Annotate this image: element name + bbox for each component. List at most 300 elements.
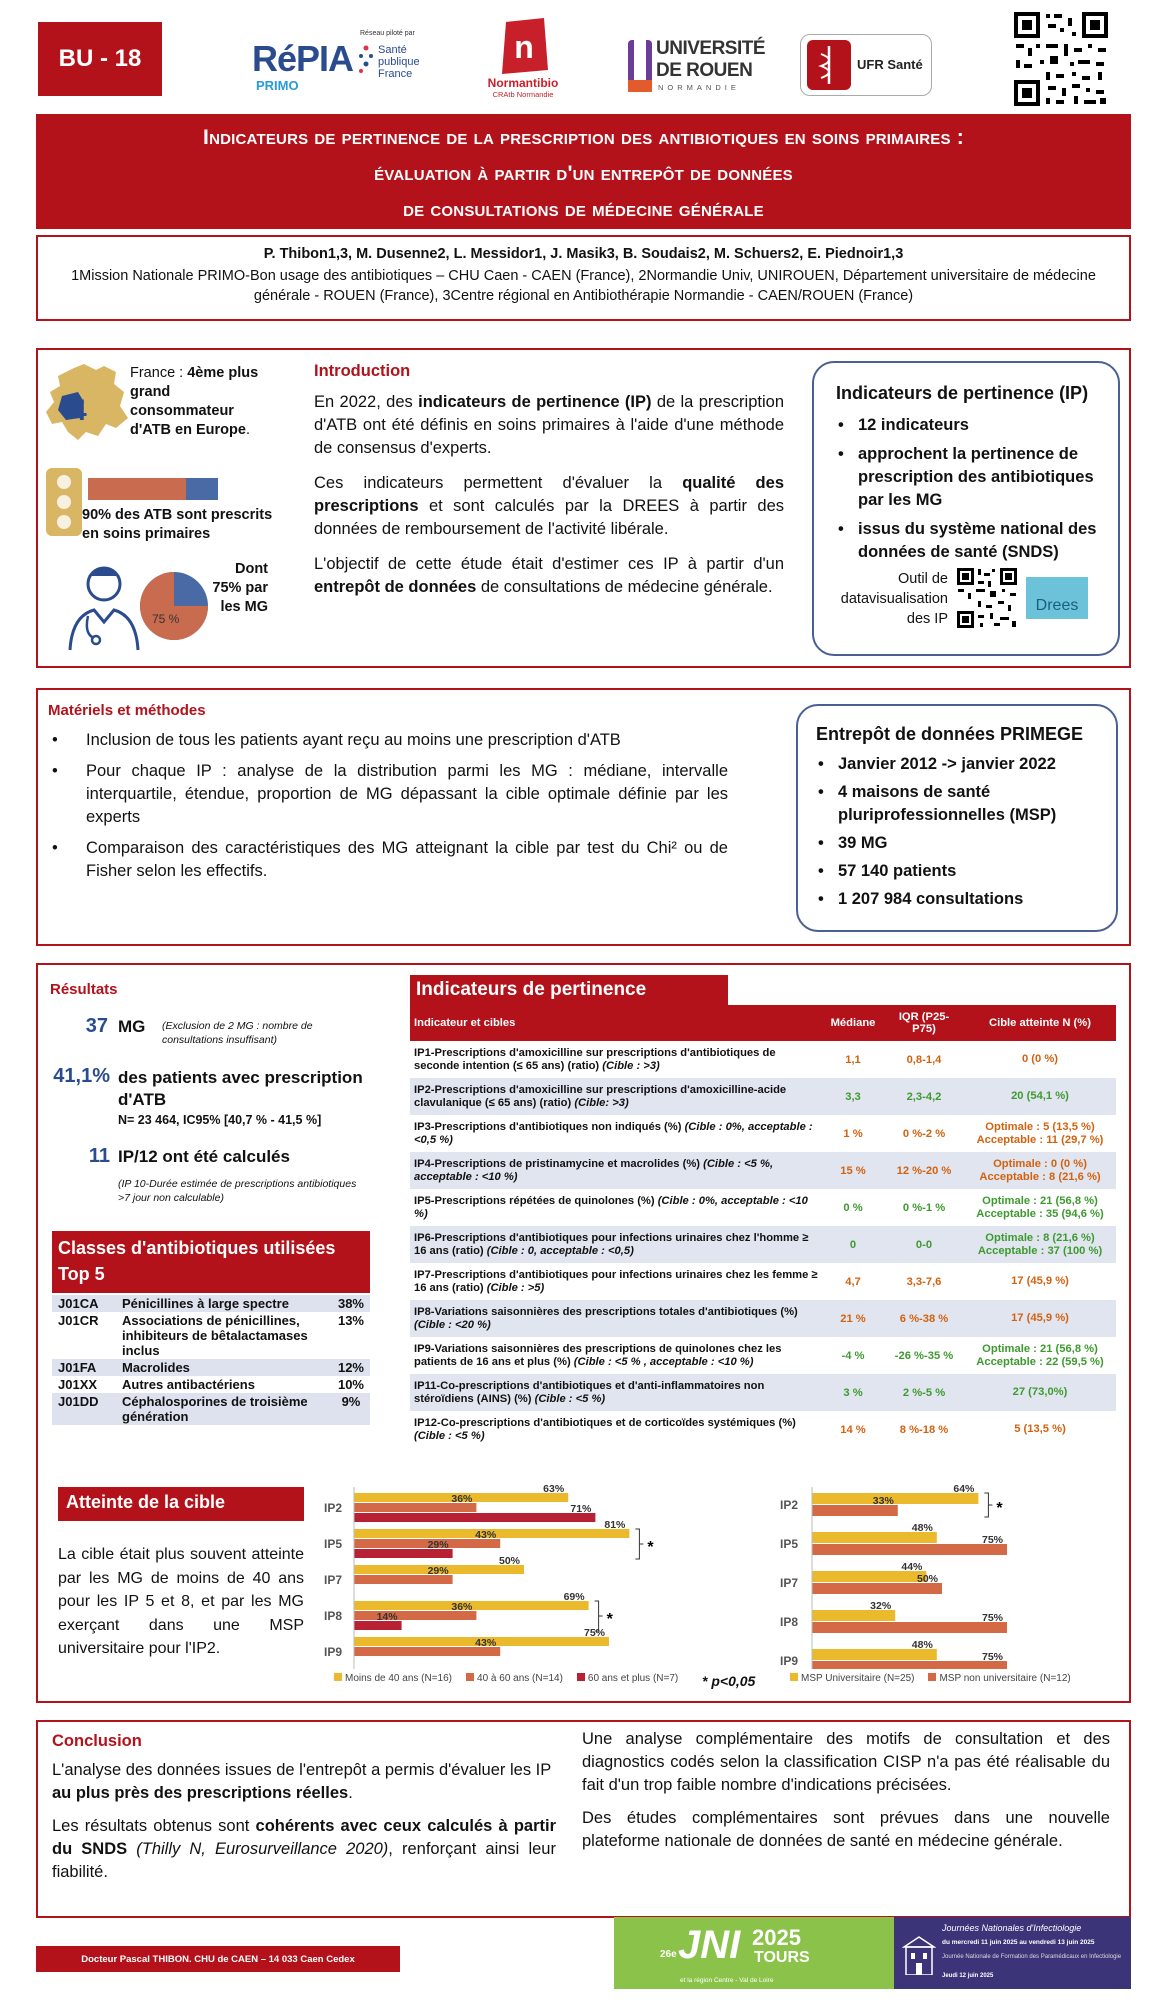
ip-target-line1: 5 (13,5 %) [1014,1423,1066,1435]
chart-data-label: 75% [981,1651,1003,1663]
ip-cell-target [964,1300,1116,1337]
jni-left-panel [614,1917,894,1989]
repia-sub-text: PRIMO [256,78,299,93]
chart-category-label: IP2 [780,1498,799,1512]
atb-cell-pct: 12% [332,1359,370,1376]
jni-title: Journées Nationales d'Infectiologie [942,1923,1082,1933]
chart-data-label: 48% [911,1639,933,1651]
ip-cell-median: 0 % [822,1189,884,1226]
chart-data-label: 29% [427,1565,449,1577]
stat1-note: (Exclusion de 2 MG : nombre de consultations insuffisant) [162,1020,313,1046]
chart-data-label: 36% [451,1601,473,1613]
chart-data-label: 75% [981,1612,1003,1624]
title-line-1: Indicateurs de pertinence de la prescription des antibiotiques en soins primaires : [203,126,964,149]
atb-row [52,1295,370,1312]
atb-cell-code: J01XX [52,1376,116,1393]
concl-p2-e: , renforçant ainsi leur fiabilité. [52,1840,556,1881]
normantibio-text: Normantibio [487,76,559,90]
ip-target-line1: Optimale : 21 (56,8 %) [982,1194,1098,1207]
legend-swatch [928,1673,936,1681]
intro-p2-a: Ces indicateurs permettent d'évaluer la [314,474,683,492]
chart-data-label: 75% [981,1534,1003,1546]
ip-bullet-2: • approchent la pertinence de prescription des antibiotiques par les MG [836,443,1104,512]
intro-p3-c: de consultations de médecine générale. [476,578,773,596]
stat3-number: 11 [88,1145,110,1167]
atb-cell-name: Macrolides [116,1359,332,1376]
ip-label: IP12-Co-prescriptions d'antibiotiques et de corticoïdes systémiques (%) [414,1416,796,1429]
atb-cell-code: J01CA [52,1295,116,1312]
intro-title: Introduction [314,362,411,380]
methods-bullet-2: • Pour chaque IP : analyse de la distribution parmi les MG : médiane, intervalle interquartile, étendue, proportion de MG dépassant la cible optimale définie par les experts [48,760,728,829]
methods-bullet-3: • Comparaison des caractéristiques des MG atteignant la cible par test du Chi² ou de Fisher selon les effectifs. [48,837,728,883]
atb-row [52,1393,370,1425]
repia-pilot-text: Réseau piloté par [360,30,415,37]
ip-cible: (Cible : <5 %) [534,1392,606,1405]
chart-category-label: IP7 [780,1576,799,1590]
atb-share-bar-fill [88,478,186,500]
qr-code-datavis-icon[interactable] [956,567,1018,629]
mg-share-pie-chart [138,570,210,642]
conclusion-paragraph-3: Une analyse complémentaire des motifs de consultation et des diagnostics codés selon la classification CISP n'a pas été réalisable du fait d'un trop faible nombre d'indications précisées. [582,1730,1110,1794]
stat2-label: des patients avec prescription d'ATB [118,1068,363,1109]
ip-label: IP5-Prescriptions répétées de quinolones (%) [414,1194,658,1207]
chart-data-label: 43% [475,1529,497,1541]
ip-cell-median: 21 % [822,1300,884,1337]
jni-dates: du mercredi 11 juin 2025 au vendredi 13 juin 2025 [942,1939,1095,1946]
repia-logo-text: RéPIA [252,38,354,79]
intro-p1-a: En 2022, des [314,393,419,411]
ip-cell-median: 3,3 [822,1078,884,1115]
atb-cell-code: J01FA [52,1359,116,1376]
ip-bullet-3: • issus du système national des données de santé (SNDS) [836,518,1104,564]
atteinte-text: La cible était plus souvent atteinte par les MG de moins de 40 ans pour les IP 5 et 8, et par les MG exerçant dans une MSP universitaire pour l'IP2. [58,1546,304,1657]
chart-data-label: 14% [376,1611,398,1623]
conclusion-paragraph-2 [52,1815,556,1884]
conclusion-paragraph-4: Des études complémentaires sont prévues dans une nouvelle plateforme nationale de données de santé en médecine générale. [582,1809,1110,1850]
ip-label: IP1-Prescriptions d'amoxicilline sur prescriptions d'antibiotiques de seconde intention (≤ 65 ans) (ratio) [414,1046,776,1072]
ip-target-line2: Acceptable : 11 (29,7 %) [976,1133,1104,1146]
ip-cell-target [964,1189,1116,1226]
poster-id-badge: BU - 18 [38,22,162,96]
svg-text:n: n [514,29,534,65]
chart-data-label: 36% [451,1493,473,1505]
ip-cible: (Cible : >5) [486,1281,545,1294]
atb-row [52,1376,370,1393]
atb-cell-name: Pénicillines à large spectre [116,1295,332,1312]
chart-data-label: 71% [570,1503,592,1515]
ip-cell-iqr: 0 %-1 % [884,1189,964,1226]
ip-target-line2: Acceptable : 22 (59,5 %) [976,1355,1104,1368]
legend-swatch [334,1673,342,1681]
authors-box [36,235,1131,321]
ip-cible: (Cible : <5 %) [414,1429,485,1442]
chart-data-label: 64% [953,1483,975,1495]
legend-swatch [466,1673,474,1681]
contact-footer: Docteur Pascal THIBON. CHU de CAEN – 14 033 Caen Cedex [36,1946,400,1972]
qr-code-header-icon[interactable] [1012,10,1110,108]
map-rank-number: 4 [70,394,87,427]
ip-cell-median: 1,1 [822,1041,884,1078]
normantibio-logo [478,18,568,100]
pie-label: 75 % [152,612,180,626]
jni-edition: 26e [660,1949,677,1960]
ip-cell-indicator [410,1152,822,1189]
conclusion-left [52,1732,556,1884]
atteinte-title: Atteinte de la cible [58,1487,304,1521]
ip-cell-iqr: 3,3-7,6 [884,1263,964,1300]
ip-bullet-1: • 12 indicateurs [836,414,1104,437]
ip-definition-box [812,361,1120,656]
ip-cible: (Cible : <5 %, acceptable : <10 %) [414,1157,774,1183]
primege-box [796,704,1118,932]
stat-90-text: 90% des ATB sont prescrits en soins primaires [82,507,273,542]
ip-target-line2: Acceptable : 35 (94,6 %) [976,1207,1104,1220]
chart-data-label: 48% [911,1522,933,1534]
ip-cell-median: 14 % [822,1411,884,1448]
title-line-2: évaluation à partir d'un entrepôt de données [374,162,793,185]
ip-cell-indicator [410,1300,822,1337]
ip-cible: (Cible : <20 %) [414,1318,491,1331]
universite-line1: UNIVERSITÉ [656,38,766,59]
title-line-3: de consultations de médecine générale [403,198,764,221]
ip-cell-iqr: 2 %-5 % [884,1374,964,1411]
ip-cell-median: -4 % [822,1337,884,1374]
universite-mark-icon [628,40,652,92]
europe-map-icon [44,362,130,442]
chart-category-label: IP7 [324,1573,343,1587]
concl-p2-c [127,1840,136,1858]
ip-cell-indicator [410,1374,822,1411]
ip-target-line1: 20 (54,1 %) [1011,1090,1069,1102]
ip-box-title: Indicateurs de pertinence (IP) [836,383,1089,403]
ip-cell-indicator [410,1226,822,1263]
universite-rouen-logo [628,36,778,96]
legend-label: Moins de 40 ans (N=16) [345,1673,453,1684]
jni-sub: Journée Nationale de Formation des Paramédicaux en Infectiologie [942,1954,1122,1960]
atb-cell-pct: 38% [332,1295,370,1312]
significance-bracket [635,1529,643,1559]
significance-star: * [647,1539,654,1556]
jni-region: et la région Centre - Val de Loire [680,1977,774,1984]
ip-cell-indicator [410,1189,822,1226]
ip-target-line1: 27 (73,0%) [1012,1386,1068,1398]
ip-cell-iqr: 0,8-1,4 [884,1041,964,1078]
chart-category-label: IP9 [780,1654,799,1668]
chart-data-label: 44% [901,1561,923,1573]
chart-data-label: 50% [916,1573,938,1585]
intro-p1-c: de la prescription d'ATB ont été définis en soins primaires à l'aide d'une méthode de consensus d'experts. [314,393,784,457]
ip-label: IP8-Variations saisonnières des prescriptions totales d'antibiotiques (%) [414,1305,798,1318]
ip-cell-iqr: 0 %-2 % [884,1115,964,1152]
primege-bullet-1: • Janvier 2012 -> janvier 2022 [816,753,1102,776]
conclusion-title: Conclusion [52,1732,142,1750]
concl-p1-b: au plus près des prescriptions réelles [52,1784,349,1802]
chart-data-label: 81% [604,1519,626,1531]
methods-title: Matériels et méthodes [48,702,206,719]
ip-cible: (Cible: >3) [574,1096,629,1109]
stat1-label: MG [118,1017,146,1036]
ip-cell-target [964,1411,1116,1448]
doctor-icon [64,560,144,652]
intro-paragraph-2 [314,472,784,541]
results-section [36,963,1131,1703]
sante-publique-icon [358,44,374,74]
primege-bullet-5: • 1 207 984 consultations [816,888,1102,911]
legend-item [928,1673,1070,1684]
ip-table-row [410,1300,1116,1337]
ip-cible: (Cible : 0%, acceptable : <0,5 %) [414,1120,813,1146]
chart-data-label: 69% [563,1591,585,1603]
conclusion-section [36,1720,1131,1918]
ip-cell-target [964,1374,1116,1411]
significance-star: * [996,1500,1003,1517]
ip-table-row [410,1374,1116,1411]
ip-label: IP11-Co-prescriptions d'antibiotiques et d'anti-inflammatoires non stéroïdiens (AINS) (%) [414,1379,765,1405]
ip-header-median: Médiane [822,1005,884,1041]
ip-target-line1: 17 (45,9 %) [1011,1312,1069,1324]
caduceus-icon [807,40,851,90]
ip-cell-indicator [410,1115,822,1152]
ip-cell-target [964,1263,1116,1300]
ip-cell-iqr: 0-0 [884,1226,964,1263]
ip-target-line2: Acceptable : 8 (21,6 %) [979,1170,1101,1183]
atb-row [52,1312,370,1359]
ip-cell-target [964,1226,1116,1263]
intro-p2-c: et sont calculés par la DREES à partir des données de remboursement de l'activité libérale. [314,497,784,538]
france-post: . [245,422,250,438]
ip-target-line1: Optimale : 21 (56,8 %) [982,1342,1098,1355]
chart-category-label: IP8 [324,1609,343,1623]
ip-table-title: Indicateurs de pertinence [410,975,728,1005]
intro-p3-b: entrepôt de données [314,578,477,596]
atb-row [52,1359,370,1376]
legend-label: MSP non universitaire (N=12) [939,1673,1071,1684]
ip-target-line1: Optimale : 0 (0 %) [993,1157,1087,1170]
repia-logo [252,28,432,96]
intro-paragraph-3 [314,553,784,599]
ip-label: IP4-Prescriptions de pristinamycine et macrolides (%) [414,1157,704,1170]
france-rank-text [130,364,262,440]
chart-data-label: 43% [475,1637,497,1649]
ip-table-wrap [410,1005,1116,1448]
ip-target-line1: Optimale : 8 (21,6 %) [985,1231,1095,1244]
ip-cible: (Cible : <5 % , acceptable : <10 %) [573,1355,754,1368]
universite-line3: NORMANDIE [658,83,740,92]
atb-cell-code: J01DD [52,1393,116,1425]
chart-bar [812,1622,1007,1633]
chart-data-label: 32% [870,1600,892,1612]
primege-bullet-3: • 39 MG [816,832,1102,855]
atb-cell-pct: 13% [332,1312,370,1359]
ip-cible: (Cible : 0, acceptable : <0,5) [486,1244,634,1257]
legend-msp-type [790,1673,1120,1684]
tours-building-icon [902,1935,936,1975]
legend-label: MSP Universitaire (N=25) [801,1673,915,1684]
chart-data-label: 50% [498,1555,520,1567]
ip-cell-indicator [410,1411,822,1448]
chart-msp-type [774,1479,1124,1669]
france-rank: 4ème plus grand consommateur d'ATB en Europe [130,365,259,438]
ip-cell-target [964,1337,1116,1374]
ip-table-header-row [410,1005,1116,1041]
ip-table-row [410,1411,1116,1448]
ip-label: IP7-Prescriptions d'antibiotiques pour infections urinaires chez les femme ≥ 16 ans (ratio) [414,1268,818,1294]
ip-table-row [410,1041,1116,1078]
legend-label: 40 à 60 ans (N=14) [477,1673,563,1684]
chart-bar [812,1661,1007,1669]
ip-cell-target [964,1041,1116,1078]
legend-item [577,1673,678,1684]
universite-line2: DE ROUEN [656,60,753,81]
ip-cell-indicator [410,1263,822,1300]
atb-cell-code: J01CR [52,1312,116,1359]
ip-target-line1: 0 (0 %) [1021,1053,1059,1065]
atb-classes-title: Classes d'antibiotiques utilisées Top 5 [52,1231,370,1293]
primege-title: Entrepôt de données PRIMEGE [816,724,1084,744]
legend-swatch [790,1673,798,1681]
atb-cell-name: Céphalosporines de troisième génération [116,1393,332,1425]
ufr-sante-text: UFR Santé [857,57,923,72]
atb-classes-table [52,1295,370,1425]
jni-logo-text: JNI [678,1923,741,1967]
concl-p2-b: cohérents avec ceux calculés à partir du SNDS [52,1817,557,1858]
chart-category-label: IP9 [324,1645,343,1659]
ip-cell-iqr: 12 %-20 % [884,1152,964,1189]
ip-cell-iqr: 2,3-4,2 [884,1078,964,1115]
ip-cell-median: 4,7 [822,1263,884,1300]
chart-age-groups [318,1479,728,1669]
pills-icon [46,468,82,536]
primege-bullet-4: • 57 140 patients [816,860,1102,883]
ip-cell-median: 15 % [822,1152,884,1189]
ip-table-row [410,1263,1116,1300]
ip-cell-target [964,1078,1116,1115]
atb-cell-pct: 10% [332,1376,370,1393]
chart-category-label: IP2 [324,1501,343,1515]
ip-cell-iqr: 8 %-18 % [884,1411,964,1448]
ip-label: IP6-Prescriptions d'antibiotiques pour infections urinaires chez l'homme ≥ 16 ans (ratio) [414,1231,809,1257]
stat2-number: 41,1% [53,1065,110,1087]
intro-paragraph-1 [314,391,784,460]
ip-cell-target [964,1115,1116,1152]
intro-p1-b: indicateurs de pertinence (IP) [418,393,652,411]
stat3-label: IP/12 ont été calculés [118,1147,290,1166]
conclusion-paragraph-1 [52,1759,556,1805]
intro-p2-b: qualité des prescriptions [314,474,784,515]
normantibio-sub-text: CRAtb Normandie [492,90,554,99]
ip-cible: (Cible : 0%, acceptable : <10 %) [414,1194,808,1220]
ip-cell-median: 3 % [822,1374,884,1411]
mg-share-pie [138,570,210,642]
jni-right-panel [894,1917,1131,1989]
atb-cell-name: Associations de pénicillines, inhibiteurs de bêtalactamases inclus [116,1312,332,1359]
drees-text: Drees [1035,597,1079,614]
stat3-note: (IP 10-Durée estimée de prescriptions antibiotiques >7 jour non calculable) [118,1178,357,1204]
ip-table-row [410,1189,1116,1226]
ip-cible: (Cible : >3) [602,1059,660,1072]
ip-cell-indicator [410,1078,822,1115]
pvalue-note: * p<0,05 [702,1673,756,1689]
conclusion-right [582,1728,1110,1853]
results-title: Résultats [50,981,118,998]
ip-header-iqr: IQR (P25-P75) [884,1005,964,1041]
legend-item [790,1673,914,1684]
significance-star: * [606,1611,613,1628]
ip-table-row [410,1337,1116,1374]
concl-p2-a: Les résultats obtenus sont [52,1817,256,1835]
france-label: France : [130,365,188,381]
chart-category-label: IP8 [780,1615,799,1629]
ip-target-line1: Optimale : 5 (13,5 %) [985,1120,1095,1133]
legend-label: 60 ans et plus (N=7) [587,1673,679,1684]
chart-data-label: 33% [872,1495,894,1507]
authors-list: P. Thibon1,3, M. Dusenne2, L. Messidor1, J. Masik3, B. Soudais2, M. Schuers2, E. Piednoir1,3 [263,246,904,262]
methods-block [48,702,728,891]
ip-cell-iqr: 6 %-38 % [884,1300,964,1337]
ip-label: IP3-Prescriptions d'antibiotiques non indiqués (%) [414,1120,685,1133]
methods-bullet-1: • Inclusion de tous les patients ayant reçu au moins une prescription d'ATB [48,729,728,752]
jni-city: TOURS [754,1949,810,1966]
ip-cell-median: 0 [822,1226,884,1263]
ip-cell-median: 1 % [822,1115,884,1152]
poster-title [36,114,1131,229]
concl-p1-c: . [348,1784,353,1802]
normantibio-mark-icon [498,18,550,74]
legend-item [334,1673,452,1684]
sante-publique-text: Santé publique France [378,44,420,80]
ip-header-indicator: Indicateur et cibles [410,1005,822,1041]
stat1-number: 37 [85,1015,108,1037]
affiliations: 1Mission Nationale PRIMO-Bon usage des antibiotiques – CHU Caen - CAEN (France), 2Normandie Univ, UNIROUEN, Département universitaire de médecine générale - ROUEN (France), 3Centre régional en Antibiothérapie Normandie - CAEN/ROUEN (France) [71,268,1096,304]
ip-table-row [410,1078,1116,1115]
dont-75-text: Dont 75% par les MG [212,561,268,615]
stat2-ci: N= 23 464, IC95% [40,7 % - 41,5 %] [118,1113,322,1127]
significance-bracket [984,1493,992,1517]
ip-cell-target [964,1152,1116,1189]
atb-classes-table-wrap [52,1295,370,1425]
drees-logo [1026,577,1088,619]
ip-header-target: Cible atteinte N (%) [964,1005,1116,1041]
jni-year: 2025 [752,1925,801,1950]
concl-p2-d: (Thilly N, Eurosurveillance 2020) [136,1840,389,1858]
ip-label: IP2-Prescriptions d'amoxicilline sur prescriptions d'amoxicilline-acide clavulanique (≤ 65 ans) (ratio) [414,1083,787,1109]
ip-target-line2: Acceptable : 37 (100 %) [977,1244,1103,1257]
ip-cell-indicator [410,1041,822,1078]
ip-cell-indicator [410,1337,822,1374]
ip-label: IP9-Variations saisonnières des prescriptions de quinolones chez les patients de 16 ans et plus (%) [414,1342,782,1368]
legend-item [466,1673,563,1684]
ufr-sante-logo [800,34,932,96]
ip-cell-iqr: -26 %-35 % [884,1337,964,1374]
jni-sub-date: Jeudi 12 juin 2025 [942,1973,994,1979]
chart-bar [812,1544,1007,1555]
intro-p3-a: L'objectif de cette étude était d'estimer ces IP à partir d'un [314,555,784,573]
chart-category-label: IP5 [324,1537,343,1551]
legend-swatch [577,1673,585,1681]
chart-data-label: 75% [583,1627,605,1639]
ip-table-row [410,1115,1116,1152]
primege-bullet-2: • 4 maisons de santé pluriprofessionnelles (MSP) [816,781,1102,827]
atb-cell-pct: 9% [332,1393,370,1425]
datavis-label: Outil de datavisualisation des IP [840,571,948,627]
jni-banner [614,1917,1131,1989]
concl-p1-a: L'analyse des données issues de l'entrepôt a permis d'évaluer les IP [52,1761,551,1779]
ip-table-row [410,1226,1116,1263]
atb-cell-name: Autres antibactériens [116,1376,332,1393]
atb-share-bar [88,478,218,500]
legend-age-groups [334,1673,714,1684]
ip-table [410,1005,1116,1448]
